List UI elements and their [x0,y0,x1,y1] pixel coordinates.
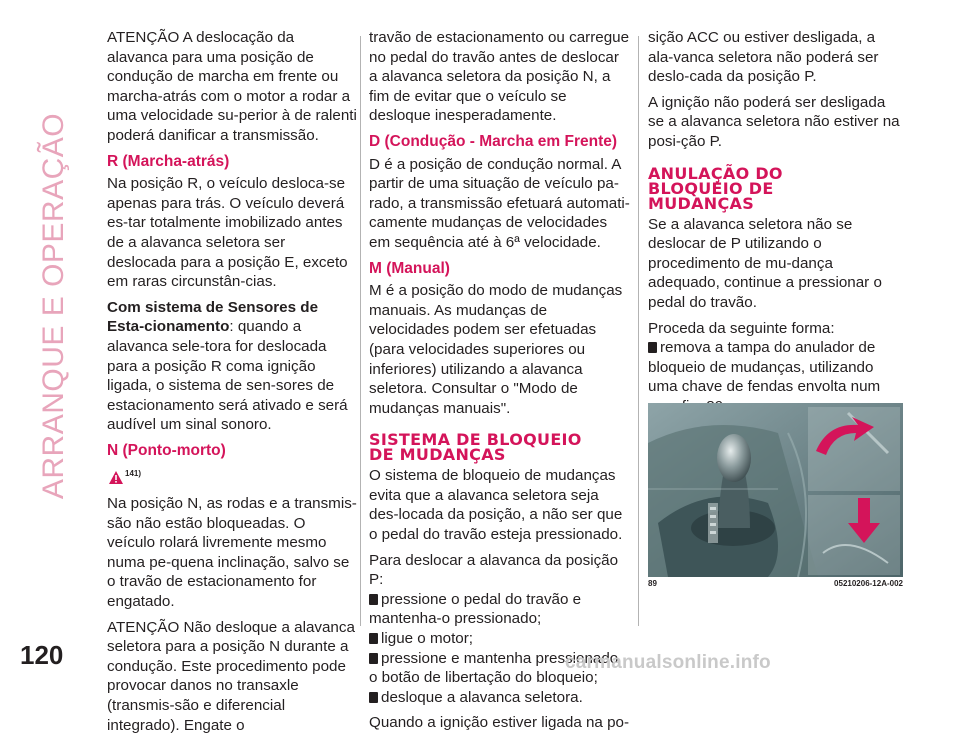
paragraph: Na posição N, as rodas e a transmis-são não estão bloqueadas. O veículo rolará livremente mesmo numa pe-quena inclinação, salvo se o travão de estacionamento for engatado. [107,495,357,611]
figure-gear-shift-illustration [648,403,903,577]
subheading-reverse: R (Marcha-atrás) [107,152,230,170]
paragraph: D é a posição de condução normal. A partir de uma situação de veículo pa-rado, a transmissão efetuará automati-camente mudanças de velocidades em sequência até à 6ª velocidade. [369,155,630,251]
column-divider [638,36,639,626]
list-item: pressione o pedal do travão e mantenha-o pressionado; [369,590,582,628]
paragraph: Proceda da seguinte forma: [648,319,835,337]
checkbox-bullet-icon [369,633,378,644]
figure-number: 89 [648,579,657,588]
list-item: ligue o motor; [369,629,630,649]
column-2 [369,28,630,739]
paragraph: Quando a ignição estiver ligada na po- [369,714,630,732]
paragraph: O sistema de bloqueio de mudanças evita que a alavanca seletora seja des-locada da posição, a não ser que o pedal do travão esteja pressionado. [369,467,623,544]
paragraph: M é a posição do modo de mudanças manuais. As mudanças de velocidades podem ser efetuadas (para velocidades superiores ou inferiores) utilizando a alavanca seletora. Consultar o "Modo de mudanças manuais". [369,282,623,417]
column-divider [360,36,361,626]
subheading-drive: D (Condução - Marcha em Frente) [369,132,618,150]
bold-lead: Com sistema de Sensores de Esta-cionamento [107,298,319,336]
checkbox-bullet-icon [369,653,378,664]
subheading-neutral: N (Ponto-morto) [107,441,226,459]
list-item: remova a tampa do anulador de bloqueio de mudanças, utilizando uma chave de fendas envolta num [648,339,881,396]
checkbox-bullet-icon [648,342,657,353]
list-item: pressione e mantenha pressionado o botão de libertação do bloqueio; [369,649,619,687]
page-number: 120 [20,640,64,670]
section-heading-shift-lock-override: ANULAÇÃO DO BLOQUEIO DE MUDANÇAS [648,163,783,213]
warning-reference [109,464,357,484]
paragraph: Se a alavanca seletora não se deslocar de P utilizando o procedimento de mu-dança adequado, continue a pressionar o pedal do travão. [648,215,882,311]
warning-triangle-icon [109,471,123,484]
subheading-manual: M (Manual) [369,259,450,277]
step-list [369,590,630,708]
checkbox-bullet-icon [369,692,378,703]
paragraph: A ignição não poderá ser desligada se a alavanca seletora não estiver na posi-ção P. [648,93,900,150]
warning-ref-number: 141) [125,469,142,479]
paragraph: sição ACC ou estiver desligada, a ala-vanca seletora não poderá ser deslo-cada da posição P. [648,29,879,86]
paragraph: Na posição R, o veículo desloca-se apenas para trás. O veículo deverá es-tar totalmente imobilizado antes de a alavanca seletora ser deslocada para a posição E, exceto em raras circunstân-cias. [107,175,348,291]
paragraph: travão de estacionamento ou carregue no pedal do travão antes de deslocar a alavanca seletora da posição N, a fim de evitar que o veículo se desloque inesperadamente. [369,29,630,125]
section-heading-shift-lock: SISTEMA DE BLOQUEIO DE MUDANÇAS [369,430,582,465]
paragraph: ATENÇÃO Não desloque a alavanca seletora para a posição N durante a condução. Este procedimento pode provocar danos no transaxle (transmis-são e diferencial integrado). Engate o [107,618,355,734]
paragraph: ATENÇÃO A deslocação da alavanca para uma posição de condução de marcha em frente ou marcha-atrás com o motor a rodar a uma velocidade su-perior à de ralenti poderá danificar a transmissão. [107,29,357,144]
figure-caption [648,579,903,588]
list-item: desloque a alavanca seletora. [369,688,630,708]
watermark: carmanualsonline.info [565,652,771,673]
paragraph: Para deslocar a alavanca da posição P: [369,551,619,589]
figure-code: 05210206-12A-002 [834,579,903,588]
column-1 [107,28,357,741]
checkbox-bullet-icon [369,594,378,605]
paragraph: Com sistema de Sensores de Esta-cionamento: quando a alavanca sele-tora for deslocada para a posição R coma ignição ligada, o sistema de sen-sores de estacionamento será ativado e será audível um sinal sonoro. [107,298,348,434]
column-3 [648,28,903,456]
gear-shift-console-illustration [648,403,903,577]
